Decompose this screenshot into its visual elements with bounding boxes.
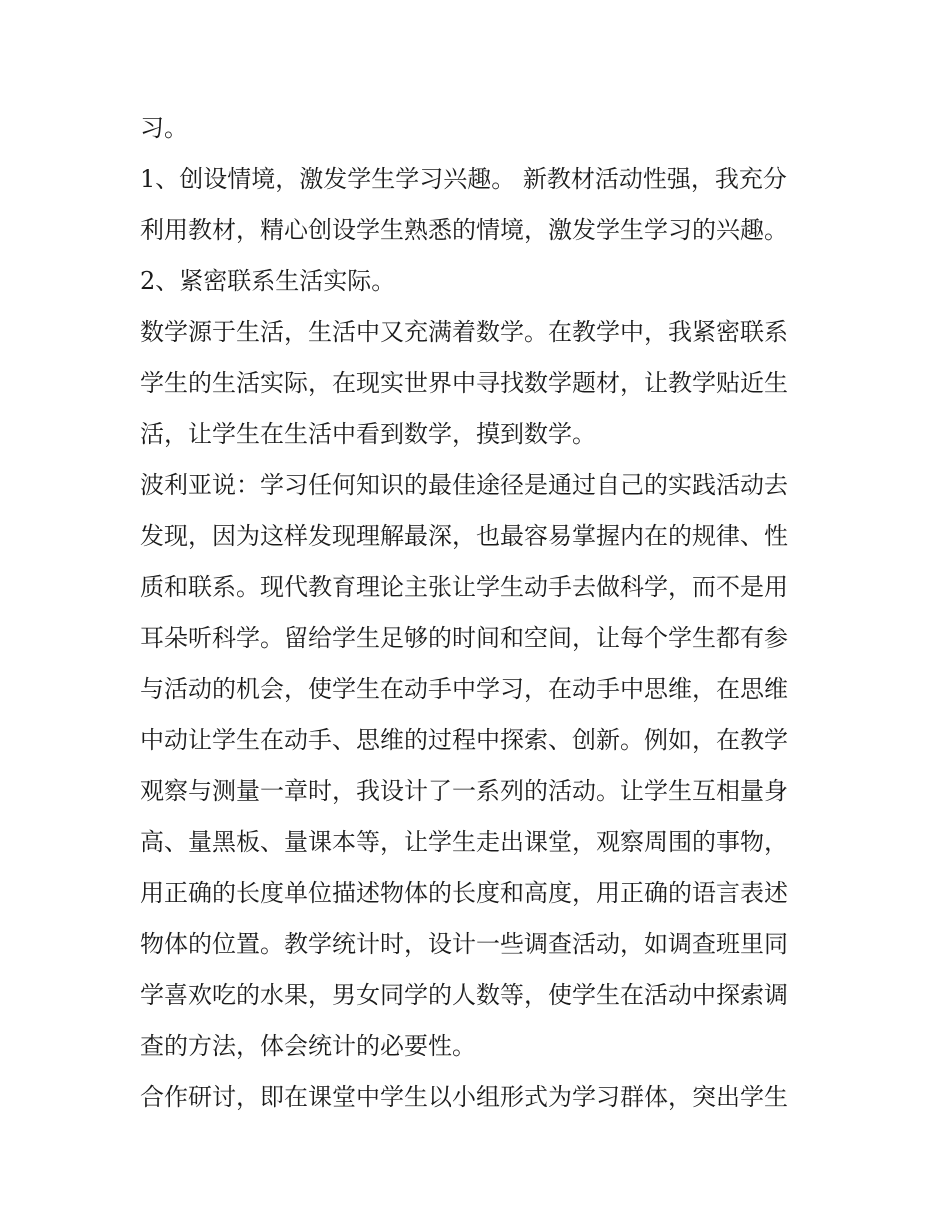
text-line: 中动让学生在动手、思维的过程中探索、创新。例如，在教学 bbox=[140, 726, 788, 754]
text-line: 查的方法，体会统计的必要性。 bbox=[140, 1032, 476, 1060]
text-line: 学生的生活实际，在现实世界中寻找数学题材，让教学贴近生 bbox=[140, 369, 788, 397]
text-line: 观察与测量一章时，我设计了一系列的活动。让学生互相量身 bbox=[140, 777, 788, 805]
text-line: 与活动的机会，使学生在动手中学习，在动手中思维，在思维 bbox=[140, 675, 788, 703]
text-line: 数学源于生活，生活中又充满着数学。在教学中，我紧密联系 bbox=[140, 318, 788, 346]
text-line: 发现，因为这样发现理解最深，也最容易掌握内在的规律、性 bbox=[140, 522, 788, 550]
text-line: 活，让学生在生活中看到数学，摸到数学。 bbox=[140, 420, 596, 448]
text-line: 用正确的长度单位描述物体的长度和高度，用正确的语言表述 bbox=[140, 879, 788, 907]
text-line: 合作研讨，即在课堂中学生以小组形式为学习群体，突出学生 bbox=[140, 1083, 788, 1111]
text-line: 学喜欢吃的水果，男女同学的人数等，使学生在活动中探索调 bbox=[140, 981, 788, 1009]
text-line: 波利亚说：学习任何知识的最佳途径是通过自己的实践活动去 bbox=[140, 471, 788, 499]
text-line: 利用教材，精心创设学生熟悉的情境，激发学生学习的兴趣。 bbox=[140, 216, 788, 244]
text-line: 质和联系。现代教育理论主张让学生动手去做科学，而不是用 bbox=[140, 573, 788, 601]
document-body bbox=[140, 103, 820, 1123]
text-line: 2、紧密联系生活实际。 bbox=[140, 267, 396, 295]
text-line: 1、创设情境，激发学生学习兴趣。 新教材活动性强，我充分 bbox=[140, 165, 787, 193]
text-line: 耳朵听科学。留给学生足够的时间和空间，让每个学生都有参 bbox=[140, 624, 788, 652]
text-line: 物体的位置。教学统计时，设计一些调查活动，如调查班里同 bbox=[140, 930, 788, 958]
text-line: 高、量黑板、量课本等，让学生走出课堂，观察周围的事物， bbox=[140, 828, 788, 856]
text-line: 习。 bbox=[140, 114, 188, 142]
